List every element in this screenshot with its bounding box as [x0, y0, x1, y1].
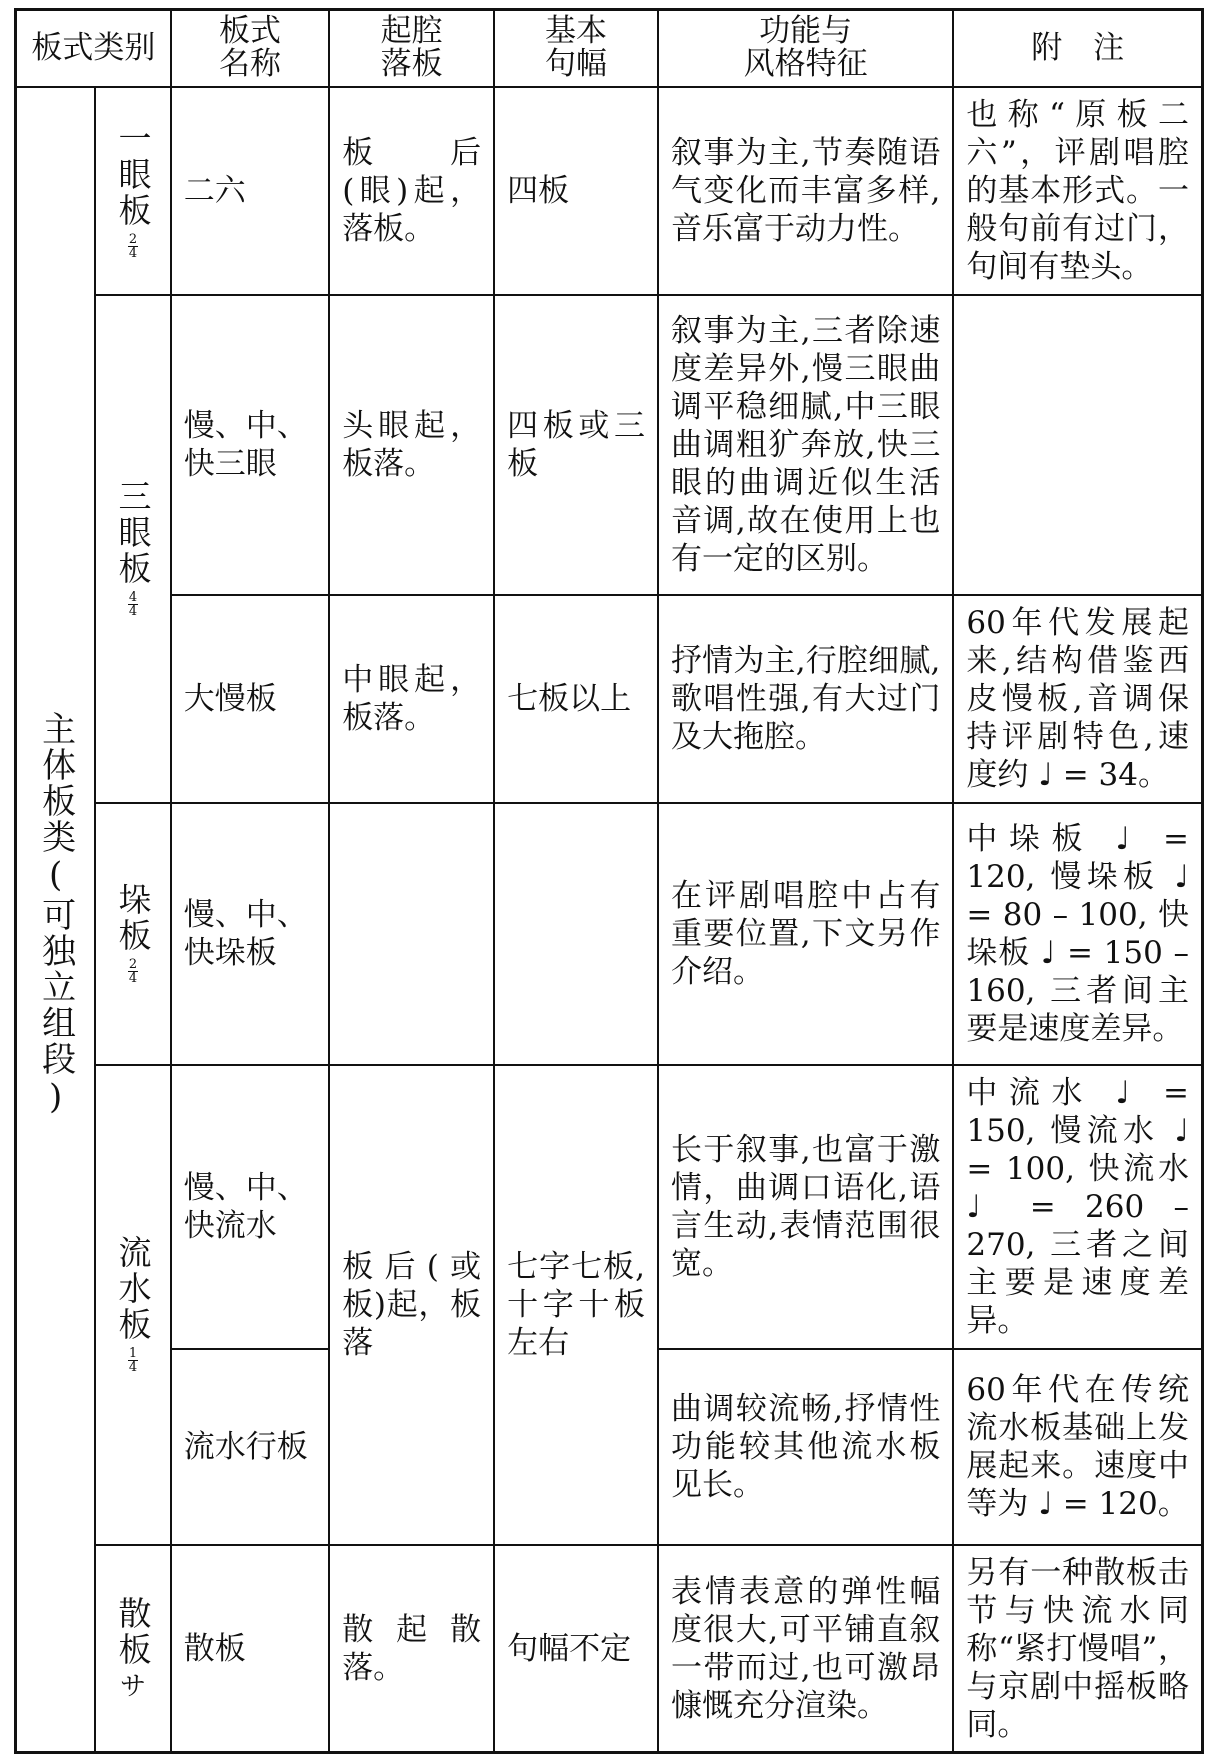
meter-den: 4 [128, 1360, 138, 1375]
phrase-cell [494, 803, 658, 1065]
name-cell: 慢、中、快三眼 [171, 295, 329, 595]
header-name: 板式 名称 [171, 10, 329, 87]
meter-num: 2 [128, 957, 138, 972]
function-cell: 表情表意的弹性幅度很大,可平铺直叙一带而过,也可激昂慷慨充分渲染。 [658, 1545, 953, 1753]
name-cell: 慢、中、快垛板 [171, 803, 329, 1065]
header-start-end: 起腔 落板 [329, 10, 494, 87]
notes-cell: 中流水 ♩ = 150, 慢流水 ♩ = 100, 快流水 ♩ = 260 – 270, 三者之间主要是速度差异。 [953, 1065, 1202, 1349]
meter-fraction [128, 958, 138, 985]
header-row [16, 10, 1203, 87]
subcategory-cell [95, 1545, 170, 1753]
function-cell: 在评剧唱腔中占有重要位置,下文另作介绍。 [658, 803, 953, 1065]
meter-fraction [128, 591, 138, 618]
function-cell: 叙事为主,三者除速度差异外,慢三眼曲调平稳细腻,中三眼曲调粗犷奔放,快三眼的曲调近似生活音调,故在使用上也有一定的区别。 [658, 295, 953, 595]
banshi-table [14, 8, 1204, 1754]
phrase-cell: 七字七板,十字十板左右 [494, 1065, 658, 1545]
main-category-cell [16, 87, 96, 1753]
phrase-cell: 七板以上 [494, 595, 658, 803]
table-row [16, 1545, 1203, 1753]
notes-cell: 60年代在传统流水板基础上发展起来。速度中等为 ♩ = 120。 [953, 1349, 1202, 1545]
function-cell: 叙事为主,节奏随语气变化而丰富多样,音乐富于动力性。 [658, 87, 953, 295]
table-row [16, 1065, 1203, 1349]
subcategory-label: 一眼板 [113, 121, 153, 229]
start-end-cell: 头眼起，板落。 [329, 295, 494, 595]
subcategory-label: 垛板 [113, 882, 153, 954]
header-category: 板式类别 [16, 10, 171, 87]
subcategory-cell [95, 295, 170, 803]
notes-cell: 中垛板 ♩ = 120, 慢垛板 ♩ = 80 – 100, 快垛板 ♩ = 150 – 160, 三者间主要是速度差异。 [953, 803, 1202, 1065]
notes-cell: 也称“原板二六”，评剧唱腔的基本形式。一般句前有过门，句间有垫头。 [953, 87, 1202, 295]
name-cell: 散板 [171, 1545, 329, 1753]
name-cell: 二六 [171, 87, 329, 295]
header-phrase: 基本 句幅 [494, 10, 658, 87]
start-end-cell: 板后(或板)起，板落 [329, 1065, 494, 1545]
meter-den: 4 [128, 246, 138, 261]
header-function: 功能与 风格特征 [658, 10, 953, 87]
notes-cell: 60年代发展起来,结构借鉴西皮慢板,音调保持评剧特色,速度约 ♩ = 34。 [953, 595, 1202, 803]
phrase-cell: 四板 [494, 87, 658, 295]
notes-cell [953, 295, 1202, 595]
meter-den: 4 [128, 604, 138, 619]
meter-num: 4 [128, 590, 138, 605]
table-row [16, 87, 1203, 295]
function-cell: 长于叙事,也富于激情，曲调口语化,语言生动,表情范围很宽。 [658, 1065, 953, 1349]
table-row [16, 803, 1203, 1065]
notes-cell: 另有一种散板击节与快流水同称“紧打慢唱”，与京剧中摇板略同。 [953, 1545, 1202, 1753]
subcategory-label: 三眼板 [113, 479, 153, 587]
start-end-cell: 散起散落。 [329, 1545, 494, 1753]
main-category-label: 主体板类(可独立组段) [35, 711, 76, 1119]
start-end-cell: 板 后(眼)起，落板。 [329, 87, 494, 295]
header-notes: 附 注 [953, 10, 1202, 87]
meter-den: 4 [128, 971, 138, 986]
phrase-cell: 四板或三板 [494, 295, 658, 595]
function-cell: 抒情为主,行腔细腻,歌唱性强,有大过门及大拖腔。 [658, 595, 953, 803]
phrase-cell: 句幅不定 [494, 1545, 658, 1753]
table-page [14, 8, 1204, 1743]
start-end-cell [329, 803, 494, 1065]
meter-fraction [128, 233, 138, 260]
name-cell: 流水行板 [171, 1349, 329, 1545]
meter-num: 2 [128, 232, 138, 247]
meter-symbol: サ [119, 1671, 146, 1702]
subcategory-cell [95, 87, 170, 295]
name-cell: 慢、中、快流水 [171, 1065, 329, 1349]
subcategory-cell [95, 803, 170, 1065]
subcategory-label: 流水板 [113, 1235, 153, 1343]
name-cell: 大慢板 [171, 595, 329, 803]
meter-num: 1 [128, 1346, 138, 1361]
table-row [16, 595, 1203, 803]
subcategory-cell [95, 1065, 170, 1545]
subcategory-label: 散板 [113, 1595, 153, 1668]
table-row [16, 295, 1203, 595]
start-end-cell: 中眼起，板落。 [329, 595, 494, 803]
function-cell: 曲调较流畅,抒情性功能较其他流水板见长。 [658, 1349, 953, 1545]
meter-fraction [128, 1347, 138, 1374]
